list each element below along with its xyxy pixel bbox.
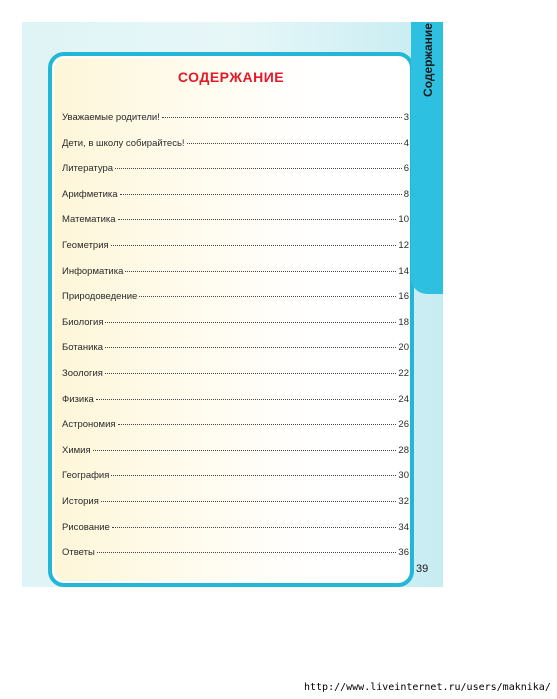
- toc-item-page: 32: [398, 495, 409, 507]
- toc-dot-leader: [112, 527, 397, 528]
- toc-item: [62, 214, 409, 240]
- toc-dot-leader: [105, 373, 396, 374]
- toc-item-label: Уважаемые родители!: [62, 112, 160, 123]
- toc-item-label: Зоология: [62, 367, 103, 379]
- toc-item-page: 12: [398, 239, 409, 251]
- toc-item: [62, 291, 409, 317]
- toc-item-label: Природоведение: [62, 291, 138, 303]
- toc-item: [62, 394, 409, 420]
- toc-item: [62, 317, 409, 343]
- toc-dot-leader: [105, 347, 396, 348]
- toc-item-label: Арифметика: [62, 188, 118, 200]
- toc-dot-leader: [118, 424, 397, 425]
- toc-item-page: 6: [403, 163, 409, 175]
- toc-dot-leader: [105, 322, 396, 323]
- toc-item-page: 20: [398, 342, 409, 354]
- toc-item: [62, 419, 409, 445]
- toc-item-page: 14: [398, 265, 409, 277]
- toc-dot-leader: [101, 501, 397, 502]
- book-page: [22, 22, 443, 587]
- toc-dot-leader: [115, 168, 402, 169]
- toc-dot-leader: [162, 117, 402, 118]
- toc-item-label: География: [62, 470, 110, 482]
- toc-item-page: 34: [398, 521, 409, 533]
- toc-item-page: 16: [398, 291, 409, 303]
- toc-item-page: 36: [398, 547, 409, 559]
- toc-item: [62, 445, 409, 471]
- toc-item-label: Литература: [62, 163, 114, 175]
- toc-item-label: История: [62, 495, 99, 507]
- toc-item-page: 3: [403, 112, 409, 123]
- toc-dot-leader: [118, 219, 397, 220]
- toc-item: [62, 112, 409, 138]
- toc-item-page: 22: [398, 367, 409, 379]
- toc-item-label: Дети, в школу собирайтесь!: [62, 137, 185, 149]
- source-url[interactable]: http://www.liveinternet.ru/users/maknika/: [304, 682, 551, 693]
- toc-item: [62, 368, 409, 394]
- toc-list: [62, 112, 409, 573]
- toc-item: [62, 138, 409, 164]
- toc-title: СОДЕРЖАНИЕ: [177, 69, 285, 85]
- toc-item-page: 26: [398, 419, 409, 431]
- toc-dot-leader: [139, 296, 396, 297]
- toc-item-label: Рисование: [62, 521, 110, 533]
- toc-dot-leader: [96, 399, 397, 400]
- toc-dot-leader: [111, 245, 397, 246]
- toc-dot-leader: [111, 475, 396, 476]
- toc-item: [62, 470, 409, 496]
- toc-item-label: Геометрия: [62, 239, 109, 251]
- toc-item-label: Ответы: [62, 547, 95, 559]
- toc-dot-leader: [187, 143, 402, 144]
- toc-item: [62, 496, 409, 522]
- side-tab-label: Содержание: [421, 23, 435, 97]
- table-of-contents-frame: [48, 52, 414, 587]
- toc-item-label: Астрономия: [62, 419, 116, 431]
- toc-dot-leader: [97, 552, 397, 553]
- toc-item: [62, 266, 409, 292]
- toc-item: [62, 163, 409, 189]
- toc-item-label: Химия: [62, 444, 91, 456]
- toc-item-page: 4: [403, 137, 409, 149]
- toc-item: [62, 547, 409, 573]
- toc-item-page: 10: [398, 214, 409, 226]
- toc-item: [62, 522, 409, 548]
- toc-item-page: 30: [398, 470, 409, 482]
- toc-dot-leader: [125, 271, 396, 272]
- toc-item-page: 28: [398, 444, 409, 456]
- toc-item-label: Математика: [62, 214, 116, 226]
- toc-item: [62, 342, 409, 368]
- toc-dot-leader: [120, 194, 402, 195]
- toc-item-page: 18: [398, 316, 409, 328]
- page-number: 39: [416, 563, 429, 575]
- toc-item-page: 8: [403, 188, 409, 200]
- toc-item-label: Физика: [62, 393, 94, 405]
- toc-dot-leader: [93, 450, 397, 451]
- toc-item-label: Ботаника: [62, 342, 104, 354]
- toc-item: [62, 240, 409, 266]
- toc-item-page: 24: [398, 393, 409, 405]
- toc-item-label: Биология: [62, 316, 104, 328]
- toc-item: [62, 189, 409, 215]
- toc-item-label: Информатика: [62, 265, 124, 277]
